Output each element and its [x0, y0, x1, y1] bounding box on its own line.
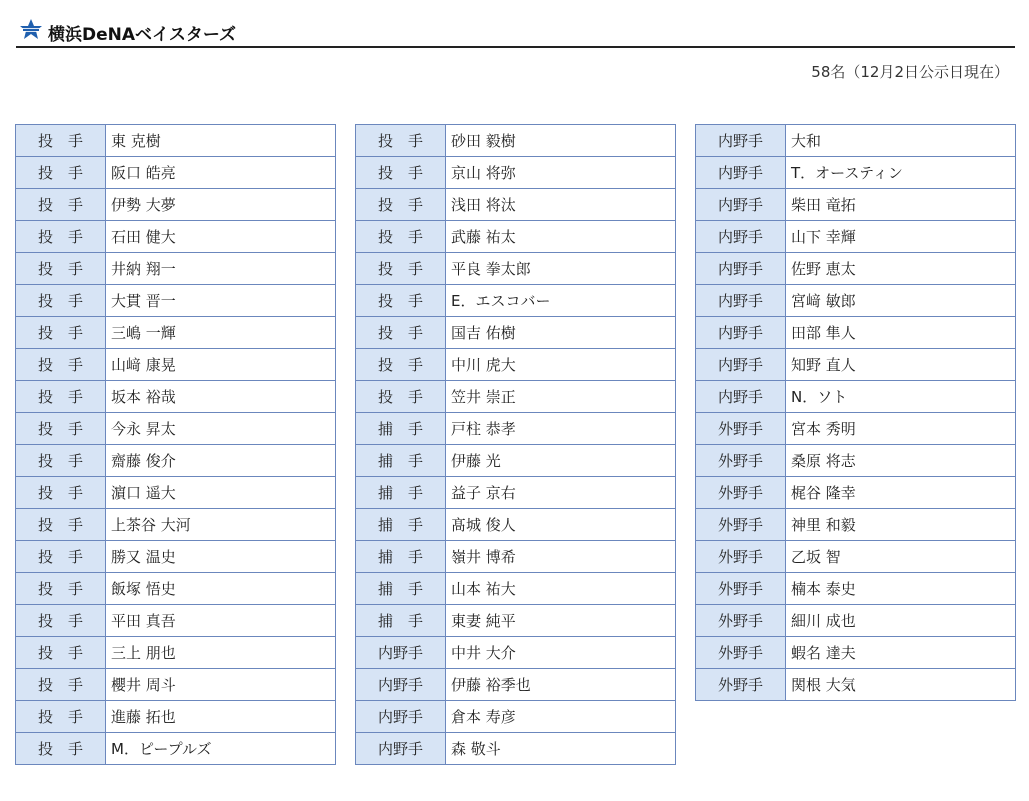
position-cell: 投 手: [16, 733, 106, 765]
player-name-cell: 倉本 寿彦: [446, 701, 676, 733]
player-name-cell: 髙城 俊人: [446, 509, 676, 541]
player-name-cell: 山﨑 康晃: [106, 349, 336, 381]
table-row: [696, 221, 1016, 253]
position-cell: 外野手: [696, 509, 786, 541]
player-name-cell: 神里 和毅: [786, 509, 1016, 541]
roster-table-column-1: [15, 124, 336, 765]
position-cell: 内野手: [356, 669, 446, 701]
player-name-cell: 飯塚 悟史: [106, 573, 336, 605]
position-cell: 投 手: [16, 573, 106, 605]
table-row: [356, 285, 676, 317]
position-cell: 投 手: [356, 221, 446, 253]
player-name-cell: 森 敬斗: [446, 733, 676, 765]
player-name-cell: 細川 成也: [786, 605, 1016, 637]
table-row: [696, 253, 1016, 285]
position-cell: 外野手: [696, 573, 786, 605]
table-row: [356, 157, 676, 189]
position-cell: 投 手: [16, 349, 106, 381]
table-row: [696, 573, 1016, 605]
player-name-cell: 蝦名 達夫: [786, 637, 1016, 669]
table-row: [16, 349, 336, 381]
table-row: [356, 445, 676, 477]
table-row: [16, 445, 336, 477]
player-name-cell: 濵口 遥大: [106, 477, 336, 509]
table-row: [356, 701, 676, 733]
position-cell: 投 手: [16, 477, 106, 509]
position-cell: 内野手: [696, 317, 786, 349]
table-row: [696, 637, 1016, 669]
player-name-cell: 中川 虎大: [446, 349, 676, 381]
table-row: [16, 189, 336, 221]
position-cell: 外野手: [696, 413, 786, 445]
player-name-cell: 櫻井 周斗: [106, 669, 336, 701]
position-cell: 投 手: [16, 317, 106, 349]
player-name-cell: 大貫 晋一: [106, 285, 336, 317]
table-row: [356, 605, 676, 637]
player-name-cell: 坂本 裕哉: [106, 381, 336, 413]
player-name-cell: 三嶋 一輝: [106, 317, 336, 349]
position-cell: 投 手: [16, 605, 106, 637]
player-name-cell: 勝又 温史: [106, 541, 336, 573]
team-name: 横浜DeNAベイスターズ: [48, 25, 237, 45]
table-row: [356, 349, 676, 381]
player-name-cell: 柴田 竜拓: [786, 189, 1016, 221]
table-row: [696, 541, 1016, 573]
player-name-cell: M．ピープルズ: [106, 733, 336, 765]
position-cell: 外野手: [696, 605, 786, 637]
position-cell: 内野手: [696, 349, 786, 381]
position-cell: 投 手: [16, 413, 106, 445]
position-cell: 外野手: [696, 637, 786, 669]
player-name-cell: E．エスコバー: [446, 285, 676, 317]
position-cell: 内野手: [696, 189, 786, 221]
table-row: [356, 125, 676, 157]
player-name-cell: 進藤 拓也: [106, 701, 336, 733]
position-cell: 捕 手: [356, 541, 446, 573]
player-name-cell: T．オースティン: [786, 157, 1016, 189]
position-cell: 捕 手: [356, 413, 446, 445]
position-cell: 投 手: [356, 285, 446, 317]
position-cell: 外野手: [696, 477, 786, 509]
position-cell: 投 手: [16, 157, 106, 189]
position-cell: 内野手: [696, 253, 786, 285]
table-row: [696, 445, 1016, 477]
position-cell: 投 手: [16, 701, 106, 733]
player-name-cell: 宮本 秀明: [786, 413, 1016, 445]
player-name-cell: 阪口 皓亮: [106, 157, 336, 189]
player-name-cell: 戸柱 恭孝: [446, 413, 676, 445]
player-name-cell: 中井 大介: [446, 637, 676, 669]
roster-table-column-3: [695, 124, 1016, 701]
table-row: [696, 413, 1016, 445]
position-cell: 外野手: [696, 541, 786, 573]
position-cell: 投 手: [356, 157, 446, 189]
player-name-cell: 梶谷 隆幸: [786, 477, 1016, 509]
table-row: [356, 381, 676, 413]
table-row: [696, 605, 1016, 637]
table-row: [16, 605, 336, 637]
table-row: [16, 317, 336, 349]
table-row: [356, 733, 676, 765]
table-row: [696, 285, 1016, 317]
roster-count-note: 58名（12月2日公示日現在）: [811, 63, 1009, 81]
position-cell: 投 手: [356, 349, 446, 381]
player-name-cell: 楠本 泰史: [786, 573, 1016, 605]
position-cell: 投 手: [16, 189, 106, 221]
table-row: [16, 701, 336, 733]
player-name-cell: 井納 翔一: [106, 253, 336, 285]
table-row: [356, 509, 676, 541]
position-cell: 内野手: [356, 637, 446, 669]
player-name-cell: 伊藤 光: [446, 445, 676, 477]
table-row: [696, 125, 1016, 157]
position-cell: 投 手: [356, 381, 446, 413]
table-row: [696, 509, 1016, 541]
table-row: [16, 477, 336, 509]
table-row: [16, 253, 336, 285]
player-name-cell: 山本 祐大: [446, 573, 676, 605]
player-name-cell: 伊藤 裕季也: [446, 669, 676, 701]
player-name-cell: 東 克樹: [106, 125, 336, 157]
position-cell: 内野手: [696, 221, 786, 253]
position-cell: 捕 手: [356, 509, 446, 541]
player-name-cell: 知野 直人: [786, 349, 1016, 381]
player-name-cell: 乙坂 智: [786, 541, 1016, 573]
position-cell: 外野手: [696, 445, 786, 477]
position-cell: 投 手: [16, 541, 106, 573]
player-name-cell: 宮﨑 敏郎: [786, 285, 1016, 317]
player-name-cell: 上茶谷 大河: [106, 509, 336, 541]
player-name-cell: 東妻 純平: [446, 605, 676, 637]
player-name-cell: 武藤 祐太: [446, 221, 676, 253]
table-row: [356, 413, 676, 445]
position-cell: 捕 手: [356, 445, 446, 477]
table-row: [16, 669, 336, 701]
table-row: [696, 157, 1016, 189]
position-cell: 内野手: [696, 285, 786, 317]
position-cell: 内野手: [356, 733, 446, 765]
page-header: [16, 14, 1015, 48]
table-row: [16, 733, 336, 765]
player-name-cell: 山下 幸輝: [786, 221, 1016, 253]
table-row: [696, 189, 1016, 221]
table-row: [356, 541, 676, 573]
position-cell: 捕 手: [356, 605, 446, 637]
table-row: [16, 125, 336, 157]
table-row: [696, 669, 1016, 701]
position-cell: 内野手: [696, 157, 786, 189]
table-row: [356, 253, 676, 285]
player-name-cell: 笠井 崇正: [446, 381, 676, 413]
position-cell: 投 手: [356, 253, 446, 285]
player-name-cell: 平良 拳太郎: [446, 253, 676, 285]
table-row: [16, 381, 336, 413]
position-cell: 内野手: [696, 125, 786, 157]
table-row: [356, 573, 676, 605]
table-row: [356, 477, 676, 509]
player-name-cell: 今永 昇太: [106, 413, 336, 445]
table-row: [356, 189, 676, 221]
player-name-cell: 田部 隼人: [786, 317, 1016, 349]
roster-table-column-2: [355, 124, 676, 765]
player-name-cell: 関根 大気: [786, 669, 1016, 701]
table-row: [356, 637, 676, 669]
player-name-cell: 浅田 将汰: [446, 189, 676, 221]
position-cell: 投 手: [356, 189, 446, 221]
player-name-cell: 砂田 毅樹: [446, 125, 676, 157]
position-cell: 投 手: [16, 253, 106, 285]
player-name-cell: 大和: [786, 125, 1016, 157]
player-name-cell: 嶺井 博希: [446, 541, 676, 573]
position-cell: 投 手: [16, 285, 106, 317]
position-cell: 投 手: [16, 381, 106, 413]
position-cell: 投 手: [16, 637, 106, 669]
table-row: [696, 477, 1016, 509]
table-row: [356, 317, 676, 349]
player-name-cell: 平田 真吾: [106, 605, 336, 637]
position-cell: 内野手: [696, 381, 786, 413]
player-name-cell: N．ソト: [786, 381, 1016, 413]
player-name-cell: 齋藤 俊介: [106, 445, 336, 477]
position-cell: 投 手: [16, 445, 106, 477]
table-row: [16, 541, 336, 573]
position-cell: 投 手: [16, 125, 106, 157]
position-cell: 投 手: [16, 509, 106, 541]
position-cell: 投 手: [356, 125, 446, 157]
player-name-cell: 佐野 恵太: [786, 253, 1016, 285]
table-row: [16, 221, 336, 253]
position-cell: 投 手: [16, 221, 106, 253]
table-row: [16, 157, 336, 189]
player-name-cell: 桑原 将志: [786, 445, 1016, 477]
table-row: [16, 573, 336, 605]
player-name-cell: 益子 京右: [446, 477, 676, 509]
table-row: [16, 637, 336, 669]
position-cell: 内野手: [356, 701, 446, 733]
table-row: [356, 221, 676, 253]
table-row: [16, 285, 336, 317]
table-row: [696, 349, 1016, 381]
table-row: [696, 381, 1016, 413]
position-cell: 捕 手: [356, 477, 446, 509]
position-cell: 投 手: [16, 669, 106, 701]
table-row: [16, 413, 336, 445]
position-cell: 捕 手: [356, 573, 446, 605]
table-row: [16, 509, 336, 541]
table-row: [356, 669, 676, 701]
baystars-star-logo-icon: [18, 18, 44, 42]
position-cell: 外野手: [696, 669, 786, 701]
player-name-cell: 京山 将弥: [446, 157, 676, 189]
table-row: [696, 317, 1016, 349]
player-name-cell: 国吉 佑樹: [446, 317, 676, 349]
position-cell: 投 手: [356, 317, 446, 349]
player-name-cell: 伊勢 大夢: [106, 189, 336, 221]
player-name-cell: 石田 健大: [106, 221, 336, 253]
player-name-cell: 三上 朋也: [106, 637, 336, 669]
